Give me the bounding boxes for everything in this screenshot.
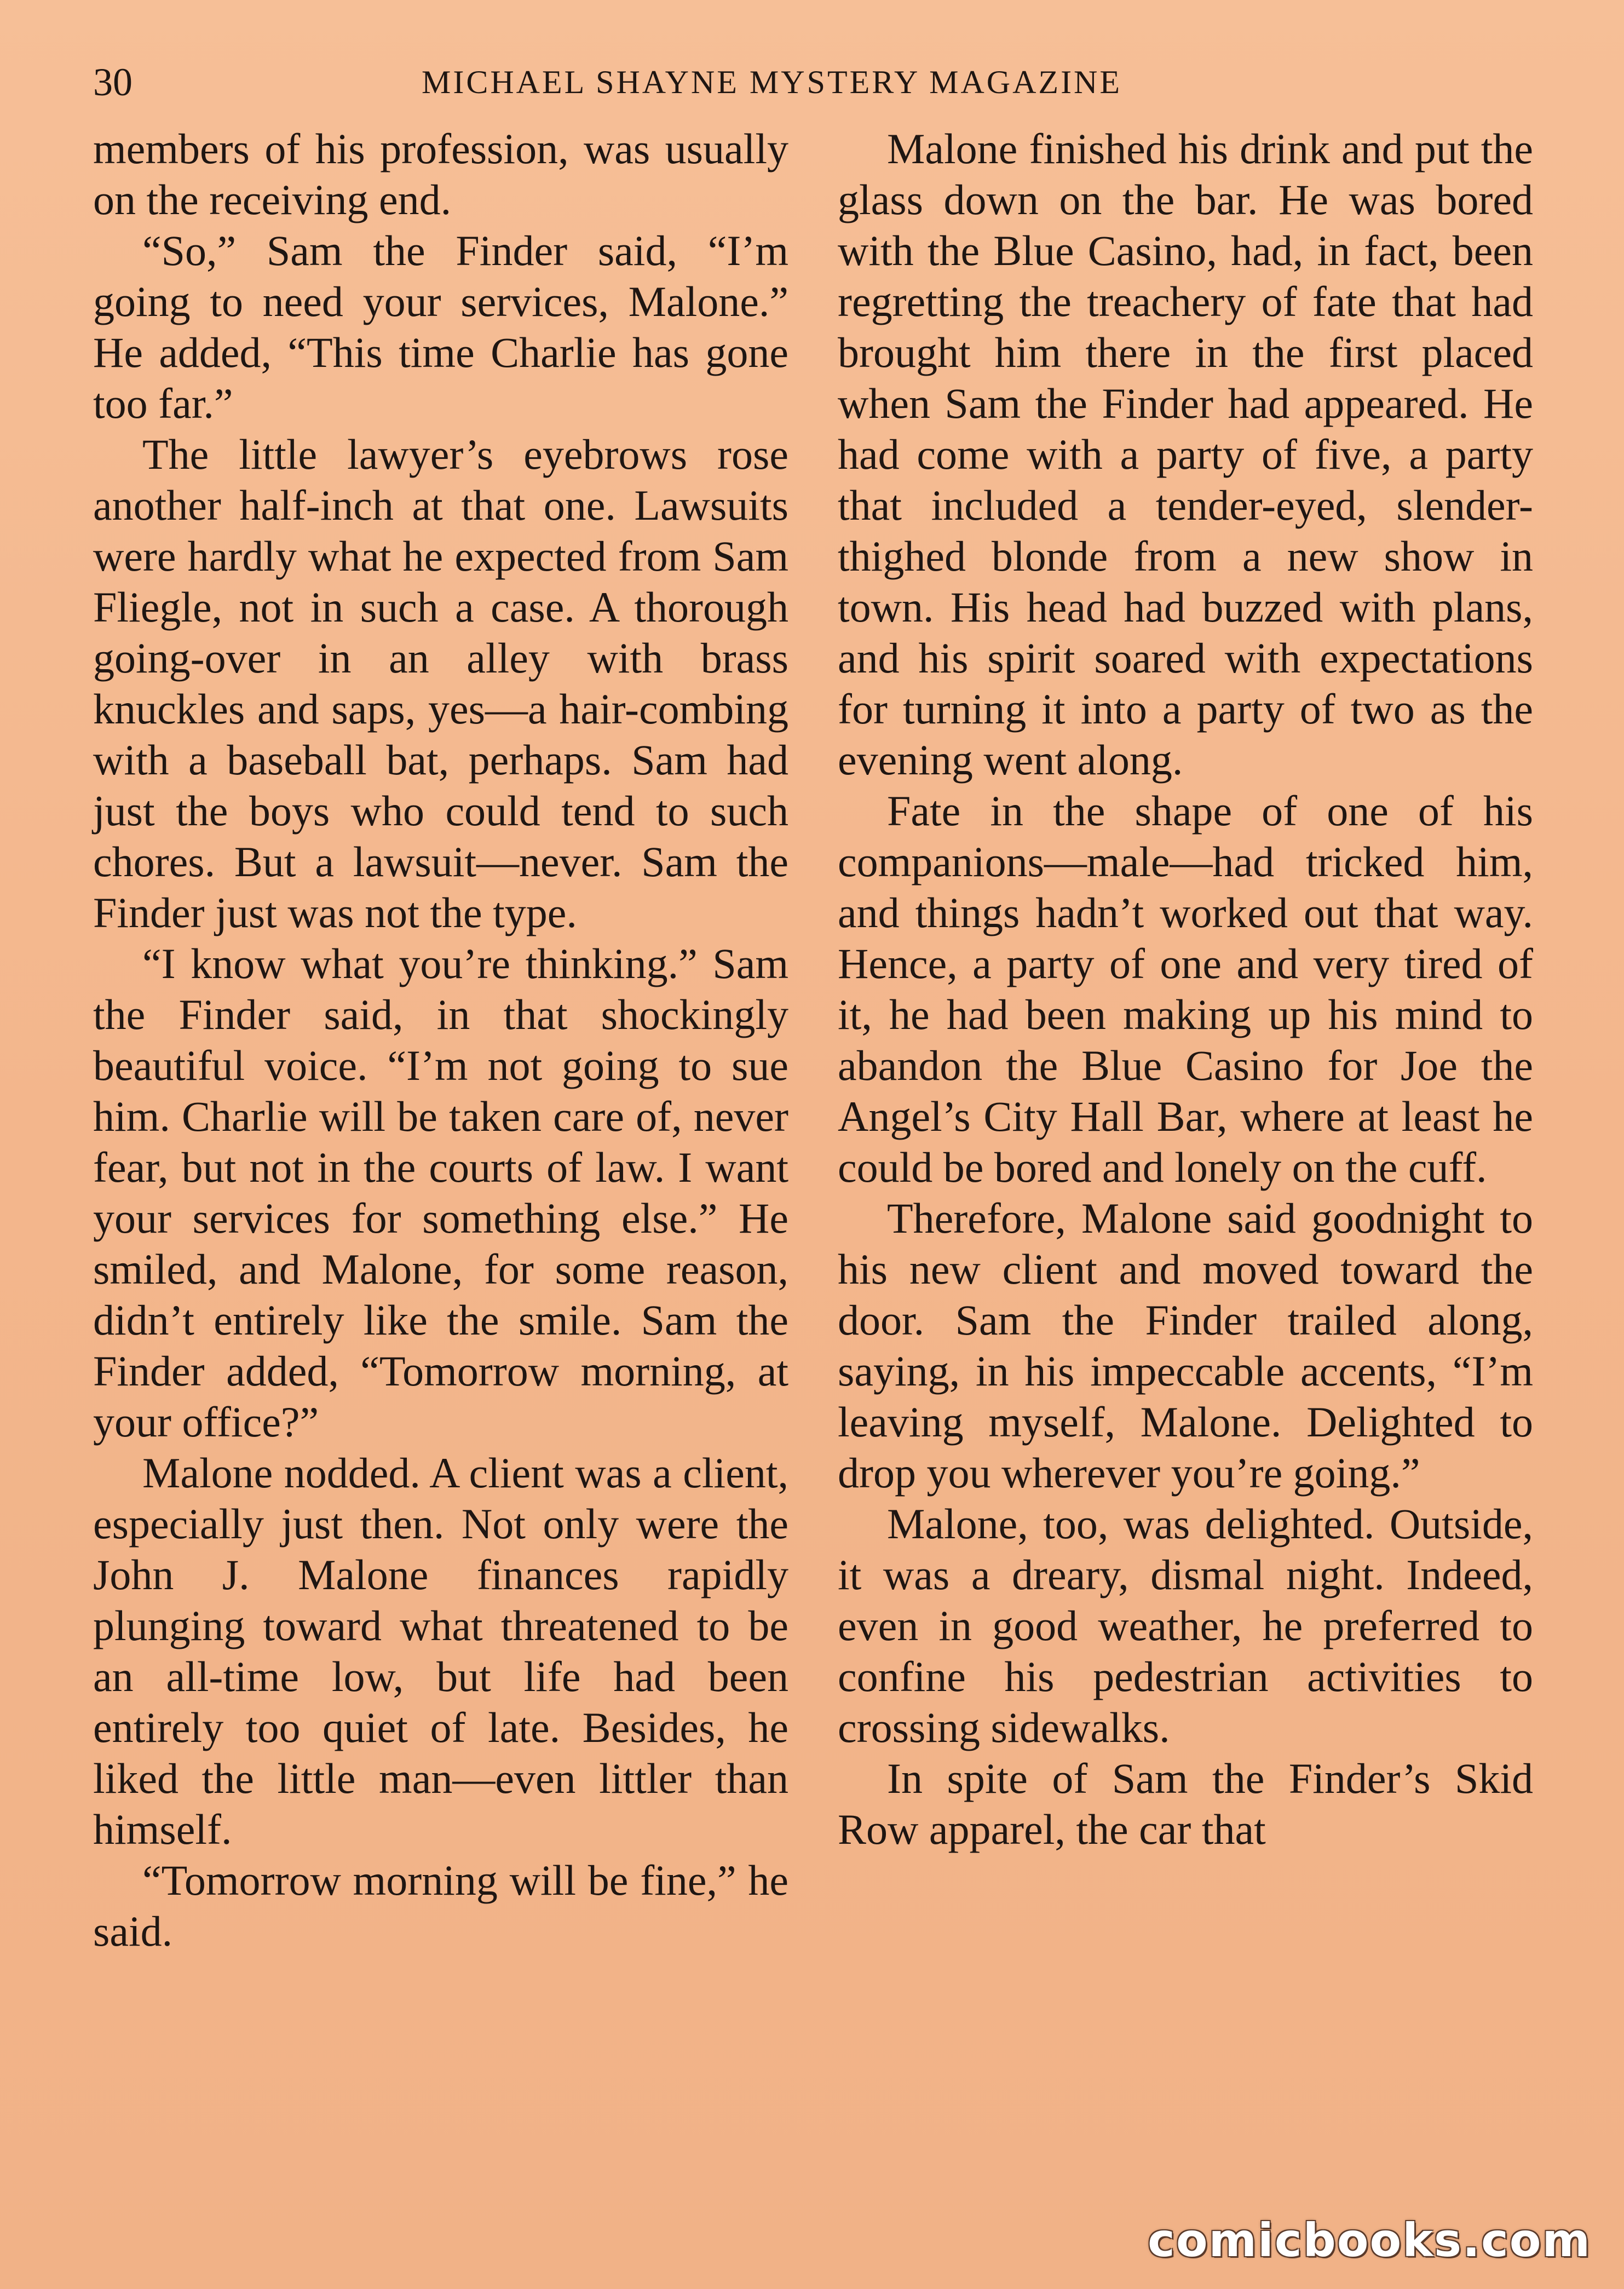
page-number: 30 <box>93 60 133 104</box>
right-column <box>838 123 1533 1855</box>
paragraph: “Tomorrow morning will be fine,” he said. <box>93 1856 788 1955</box>
paragraph: Therefore, Malone said goodnight to his new client and moved toward the door. Sam the Finder trailed along, saying, in his impeccable accents, “I’m leaving myself, Malone. Delighted to drop you wherever you’re going.” <box>838 1194 1533 1497</box>
left-column <box>93 123 788 1957</box>
paragraph: Malone, too, was delighted. Outside, it was a dreary, dismal night. Indeed, even in good weather, he preferred to confine his pedestrian activities to crossing sidewalks. <box>838 1500 1533 1751</box>
paragraph: “I know what you’re thinking.” Sam the Finder said, in that shockingly beautiful voice. “I’m not going to sue him. Charlie will be taken care of, never fear, but not in the courts of law. I want your services for something else.” He smiled, and Malone, for some reason, didn’t entirely like the smile. Sam the Finder added, “Tomorrow morning, at your office?” <box>93 940 788 1446</box>
paragraph: In spite of Sam the Finder’s Skid Row apparel, the car that <box>838 1755 1533 1853</box>
paragraph: Fate in the shape of one of his companions—male—had tricked him, and things hadn’t worked out that way. Hence, a party of one and very tired of it, he had been making up his mind to abandon the Blue Casino for Joe the Angel’s City Hall Bar, where at least he could be bored and lonely on the cuff. <box>838 787 1533 1191</box>
running-head <box>93 55 1539 110</box>
paragraph: “So,” Sam the Finder said, “I’m going to need your services, Malone.” He added, “This time Charlie has gone too far.” <box>93 227 788 427</box>
paragraph: members of his profession, was usually on the receiving end. <box>93 125 788 223</box>
paragraph: The little lawyer’s eyebrows rose another half-inch at that one. Lawsuits were hardly what he expected from Sam Fliegle, not in such a case. A thorough going-over in an alley with brass knuckles and saps, yes—a hair-combing with a baseball bat, perhaps. Sam had just the boys who could tend to such chores. But a lawsuit—never. Sam the Finder just was not the type. <box>93 430 788 936</box>
paragraph: Malone finished his drink and put the glass down on the bar. He was bored with the Blue Casino, had, in fact, been regretting the treachery of fate that had brought him there in the first placed when Sam the Finder had appeared. He had come with a party of five, a party that included a tender-eyed, slender-thighed blonde from a new show in town. His head had buzzed with plans, and his spirit soared with expectations for turning it into a party of two as the evening went along. <box>838 125 1533 784</box>
magazine-title: MICHAEL SHAYNE MYSTERY MAGAZINE <box>422 64 1122 100</box>
watermark-logo: comicbooks.com <box>1148 2213 1591 2267</box>
paragraph: Malone nodded. A client was a client, especially just then. Not only were the John J. Malone finances rapidly plunging toward what threatened to be an all-time low, but life had been entirely too quiet of late. Besides, he liked the little man—even littler than himself. <box>93 1449 788 1853</box>
